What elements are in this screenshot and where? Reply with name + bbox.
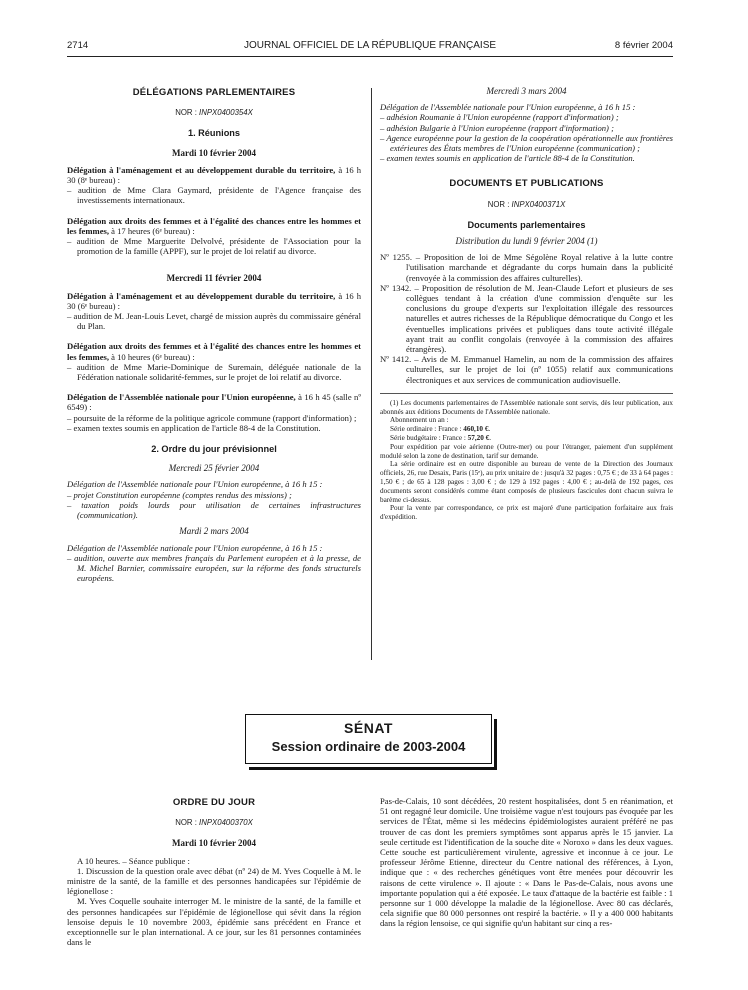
agenda-item: – adhésion Roumanie à l'Union européenne (rapport d'information) ; xyxy=(380,112,619,123)
meeting-heading: Délégation à l'aménagement et au développement durable du territoire, à 16 h 30 (8ᵉ bureau) : xyxy=(67,164,361,186)
nor-code: INPX0400370X xyxy=(199,818,253,828)
senat-title: SÉNAT xyxy=(344,720,393,736)
section-title: DOCUMENTS ET PUBLICATIONS xyxy=(449,178,604,190)
bottom-right-column xyxy=(380,796,673,929)
agenda-item: – audition de Mme Marguerite Delvolvé, présidente de l'Association pour la promotion de la famille (APPF), sur le projet de loi relatif au divorce. xyxy=(67,236,361,257)
day-heading: Mercredi 25 février 2004 xyxy=(168,463,260,474)
footnote-text: Pour la vente par correspondance, ce prix est majoré d'une participation forfaitaire aux frais d'expédition. xyxy=(380,504,673,522)
agenda-item: – Agence européenne pour la gestion de la coopération opérationnelle aux frontières extérieures des États membres de l'Union européenne (communication) ; xyxy=(380,132,673,154)
nor-reference: NOR : INPX0400354X xyxy=(175,108,253,118)
footnote-text: Abonnement un an : xyxy=(390,416,449,425)
day-heading: Mardi 10 février 2004 xyxy=(171,147,257,158)
footnote xyxy=(380,399,673,522)
day-heading: Mardi 2 mars 2004 xyxy=(179,526,249,537)
column-divider xyxy=(371,88,372,660)
subsection-title: 2. Ordre du jour prévisionnel xyxy=(151,444,277,455)
nor-reference: NOR : INPX0400371X xyxy=(487,199,566,209)
nor-code: INPX0400371X xyxy=(511,199,566,209)
agenda-item: – audition de Mme Marie-Dominique de Suremain, déléguée nationale de la Fédération nationale solidarité-femmes, sur le projet de loi relatif au divorce. xyxy=(67,361,361,383)
bottom-left-column xyxy=(67,796,361,947)
section-title: ORDRE DU JOUR xyxy=(172,797,256,808)
agenda-item: – audition, ouverte aux membres français du Parlement européen et à la presse, de M. Michel Barnier, commissaire européen, sur la réforme des fonds structurels européens. xyxy=(67,552,361,584)
header-rule xyxy=(67,56,673,57)
meeting-heading: Délégation de l'Assemblée nationale pour l'Union européenne, à 16 h 15 : xyxy=(67,479,323,490)
agenda-item: – examen textes soumis en application de l'article 88-4 de la Constitution. xyxy=(380,153,635,164)
day-heading: Mardi 10 février 2004 xyxy=(171,838,257,849)
day-heading: Mercredi 3 mars 2004 xyxy=(486,86,567,96)
day-heading: Mercredi 11 février 2004 xyxy=(166,273,262,284)
agenda-item: – audition de Mme Clara Gaymard, présidente de l'Agence française des investissements internationaux. xyxy=(67,185,361,206)
agenda-item: – audition de M. Jean-Louis Levet, chargé de mission auprès du commissaire général du Plan. xyxy=(67,311,361,332)
paragraph: 1. Discussion de la question orale avec débat (nº 24) de M. Yves Coquelle à M. le ministre de la santé, de la famille et des personnes handicapées sur l'épidémie de légionellose : xyxy=(67,865,361,897)
distribution-heading: Distribution du lundi 9 février 2004 (1) xyxy=(455,236,598,247)
senat-banner xyxy=(245,714,492,764)
journal-title: JOURNAL OFFICIEL DE LA RÉPUBLIQUE FRANÇAISE xyxy=(243,40,497,51)
agenda-item: – poursuite de la réforme de la politique agricole commune (rapport d'information) ; xyxy=(67,412,357,423)
section-title: DÉLÉGATIONS PARLEMENTAIRES xyxy=(132,87,296,98)
page-header xyxy=(67,40,673,54)
paragraph: A 10 heures. – Séance publique : xyxy=(77,855,190,866)
document-entry: Nº 1342. – Proposition de résolution de M. Jean-Claude Lefort et plusieurs de ses collègues tendant à la création d'une commission d'enquête sur les conclusions du groupe d'experts sur l'exploitation illégale des ressources naturelles et autres richesses de la République démocratique du Congo et les éventuelles implications privées et publiques dans toute activité illégale ayant trait au conflit congolais (renvoyée à la commission des affaires étrangères). xyxy=(380,282,673,355)
document-entry: Nº 1412. – Avis de M. Emmanuel Hamelin, au nom de la commission des affaires culturelles, sur le projet de loi (nº 1055) relatif aux communications électroniques et aux services de communication audiovisuelle. xyxy=(380,354,673,385)
footnote-text: (1) Les documents parlementaires de l'Assemblée nationale sont servis, dès leur publication, aux abonnés aux éditions Documents de l'Assemblée nationale. xyxy=(380,398,673,416)
issue-date: 8 février 2004 xyxy=(614,40,673,51)
meeting-heading: Délégation de l'Assemblée nationale pour l'Union européenne, à 16 h 45 (salle nº 6549) : xyxy=(67,392,362,413)
meeting-heading: Délégation à l'aménagement et au développement durable du territoire, à 16 h 30 (6ᵉ bureau) : xyxy=(67,290,361,311)
footnote-rule xyxy=(380,393,673,394)
agenda-item: – adhésion Bulgarie à l'Union européenne (rapport d'information) ; xyxy=(380,122,614,133)
right-column xyxy=(380,86,673,522)
footnote-price: Série budgétaire : France : 57,20 €. xyxy=(390,434,491,443)
meeting-heading: Délégation de l'Assemblée nationale pour l'Union européenne, à 16 h 15 : xyxy=(380,102,636,113)
meeting-heading: Délégation aux droits des femmes et à l'égalité des chances entre les hommes et les femmes, à 17 heures (6ᵉ bureau) : xyxy=(67,215,361,236)
footnote-text: La série ordinaire est en outre disponible au bureau de vente de la Direction des Journaux officiels, 26, rue Desaix, Paris (15ᵉ), au prix unitaire de : jusqu'à 32 pages : 0,75 € ; de 33 à 64 pages : 1,50 € ; de 65 à 128 pages : 3,00 € ; de 129 à 192 pages : 4,00 € ; au-delà de 192 pages, ces documents seront considérés comme étant composés de plusieurs fascicules dont chacun suivra le barème ci-dessus. xyxy=(380,460,673,504)
senat-session: Session ordinaire de 2003-2004 xyxy=(271,739,466,754)
meeting-heading: Délégation de l'Assemblée nationale pour l'Union européenne, à 16 h 15 : xyxy=(67,542,323,553)
nor-reference: NOR : INPX0400370X xyxy=(175,818,253,828)
left-column xyxy=(67,86,361,583)
page-number: 2714 xyxy=(67,40,89,51)
subsection-title: 1. Réunions xyxy=(187,128,241,139)
agenda-item: – taxation poids lourds pour utilisation de certaines infrastructures (communication). xyxy=(67,499,361,521)
meeting-heading: Délégation aux droits des femmes et à l'égalité des chances entre les hommes et les femmes, à 10 heures (6ᵉ bureau) : xyxy=(67,341,361,362)
subsection-title: Documents parlementaires xyxy=(467,219,586,230)
agenda-item: – examen textes soumis en application de l'article 88-4 de la Constitution. xyxy=(67,422,321,433)
agenda-item: – projet Constitution européenne (comptes rendus des missions) ; xyxy=(67,489,292,500)
document-entry: Nº 1255. – Proposition de loi de Mme Ségolène Royal relative à la lutte contre l'utilisation marchande et dégradante du corps humain dans la publicité (renvoyée à la commission des affaires culturelles). xyxy=(380,252,673,283)
paragraph: M. Yves Coquelle souhaite interroger M. le ministre de la santé, de la famille et des personnes handicapées sur l'épidémie de légionellose qui sévit dans la région lensoise depuis le 10 novembre 2003, épidémie sans précédent en France et exceptionnelle sur le plan international. A ce jour, sur les 81 personnes contaminées dans le xyxy=(67,896,361,948)
paragraph: Pas-de-Calais, 10 sont décédées, 20 restent hospitalisées, dont 5 en réanimation, et 51 ont regagné leur domicile. Une troisième vague n'est toujours pas évoquée par les services de l'État, même si les médecins épidémiologistes auraient préféré ne pas trouver de cas dont les premiers symptômes sont apparus après le 15 janvier. La seule certitude est l'identification de la souche dite « Noroxo » dans les deux vagues. Cette souche est particulièrement virulente, agressive et inconnue à ce jour. Le professeur Jérôme Etienne, directeur du Centre national des références, à Lyon, indique que : « des recherches génétiques vont être menées pour découvrir les raisons de cette virulence ». Il ajoute : « Dans le Pas-de-Calais, nous avons une importante population qui a été exposée. Le taux d'attaque de la bactérie est faible : 1 personne sur 1 000 développe la maladie de la légionellose. Avec 80 cas déclarés, cela signifie que 80 000 personnes ont respiré la bactérie. » Il y a 400 000 habitants dans la région lensoise, ce qui signifie qu'un habitant sur cinq a res- xyxy=(380,796,673,929)
footnote-text: Pour expédition par voie aérienne (Outre-mer) ou pour l'étranger, paiement d'un supplément modulé selon la zone de destination, tarif sur demande. xyxy=(380,442,673,460)
nor-code: INPX0400354X xyxy=(199,108,253,118)
footnote-price: Série ordinaire : France : 460,10 €. xyxy=(390,425,491,434)
